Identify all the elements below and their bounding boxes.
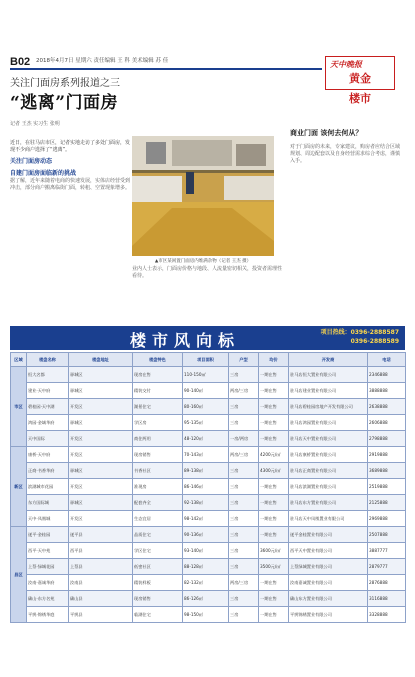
table-cell: 3500元/㎡ (259, 559, 289, 575)
table-cell: 现房销售 (133, 591, 183, 607)
photo-caption: ▲市区某闲置门面房内堆满杂物（记者 王杰 摄） (154, 259, 252, 264)
article-intro-column (10, 140, 130, 192)
table-cell: 86-146㎡ (183, 479, 229, 495)
table-cell: 2507888 (368, 527, 406, 543)
table-cell: 三房 (229, 559, 259, 575)
table-cell: 3116888 (368, 591, 406, 607)
table-cell: 一期在售 (259, 591, 289, 607)
table-cell: 上蔡县 (69, 559, 133, 575)
table-cell: 西平县 (69, 543, 133, 559)
table-row (11, 511, 406, 527)
table-cell: 驿城区 (69, 383, 133, 399)
listing-category: 新区 (11, 447, 27, 527)
table-cell: 2969888 (368, 511, 406, 527)
listing-header-row (11, 353, 406, 367)
table-cell: 两房/三房 (229, 447, 259, 463)
table-cell: 2798888 (368, 431, 406, 447)
table-row (11, 447, 406, 463)
table-cell: 110-150㎡ (183, 367, 229, 383)
article-headline: “逃离”门面房 (10, 93, 119, 113)
brand-mid: 黄金 (349, 72, 371, 85)
table-row (11, 575, 406, 591)
article-subhead-2: 自建门面房面临新的挑战 (10, 170, 77, 177)
table-cell: 上蔡绿城置业有限公司 (289, 559, 368, 575)
table-cell: 一期在售 (259, 367, 289, 383)
dateline: 2018年4月7日 星期六 责任编辑 王 科 美术编辑 苏 佳 (36, 58, 169, 64)
table-cell: 2125888 (368, 495, 406, 511)
table-cell: 4300元/㎡ (259, 463, 289, 479)
table-cell: 2876888 (368, 575, 406, 591)
table-cell: 86-126㎡ (183, 591, 229, 607)
hotline-1: 项目热线：0396-2888587 (320, 329, 399, 336)
table-cell: 确山·东方名苑 (27, 591, 69, 607)
table-cell: 汝南县 (69, 575, 133, 591)
table-row (11, 607, 406, 623)
right-column-body: 对于门面房的未来，专家建议，购房者应结合区域规划、周边配套以及自身经营需求综合考虑，谨慎入手。 (290, 144, 401, 164)
table-cell: 精装样板 (133, 575, 183, 591)
listing-table (10, 352, 406, 623)
table-cell: 配套齐全 (133, 495, 183, 511)
listing-banner-title: 楼市风向标 (130, 331, 241, 350)
table-cell: 93-140㎡ (183, 543, 229, 559)
col-header: 楼盘特色 (133, 353, 183, 367)
table-cell: 三房 (229, 543, 259, 559)
table-cell: 鸿园·金域华府 (27, 415, 69, 431)
table-cell: 2879777 (368, 559, 406, 575)
table-cell: 天中·凤凰城 (27, 511, 69, 527)
table-cell: 品质住宅 (133, 527, 183, 543)
table-cell: 90-136㎡ (183, 527, 229, 543)
table-cell: 平舆县 (69, 607, 133, 623)
table-cell: 东方国际城 (27, 495, 69, 511)
table-cell: 开发区 (69, 431, 133, 447)
table-cell: 2519888 (368, 479, 406, 495)
table-cell: 汝南嘉诚置业有限公司 (289, 575, 368, 591)
table-row (11, 559, 406, 575)
table-cell: 商住两用 (133, 431, 183, 447)
brand-bottom: 楼市 (349, 92, 371, 105)
table-cell: 80-160㎡ (183, 399, 229, 415)
table-cell: 2638888 (368, 399, 406, 415)
table-row (11, 399, 406, 415)
table-cell: 3888888 (368, 383, 406, 399)
table-cell: 开发区 (69, 479, 133, 495)
col-header: 楼盘名称 (27, 353, 69, 367)
table-cell: 两房/三房 (229, 383, 259, 399)
table-cell: 一期在售 (259, 575, 289, 591)
brand-logo (325, 56, 395, 90)
brand-top: 天中晚报 (330, 59, 362, 69)
listing-hotline (321, 328, 399, 346)
table-cell: 遂平县 (69, 527, 133, 543)
table-cell: 驻马店天中置业有限公司 (289, 431, 368, 447)
table-row (11, 415, 406, 431)
table-cell: 98-150㎡ (183, 607, 229, 623)
table-cell: 一期在售 (259, 527, 289, 543)
table-row (11, 431, 406, 447)
table-cell: 驻马店康桥置业有限公司 (289, 447, 368, 463)
table-cell: 确山县 (69, 591, 133, 607)
table-row (11, 479, 406, 495)
table-cell: 三房 (229, 399, 259, 415)
table-cell: 驿城区 (69, 367, 133, 383)
table-cell: 确山东方置业有限公司 (289, 591, 368, 607)
article-kicker: 关注门面房系列报道之三 (10, 78, 120, 89)
table-cell: 三房 (229, 479, 259, 495)
table-row (11, 383, 406, 399)
table-cell: 滨湖城市花园 (27, 479, 69, 495)
table-cell: 开发区 (69, 511, 133, 527)
table-cell: 驻马店东方置业有限公司 (289, 495, 368, 511)
table-cell: 驻马店鸿园置业有限公司 (289, 415, 368, 431)
listing-body (11, 367, 406, 623)
table-cell: 西平·天中苑 (27, 543, 69, 559)
table-cell: 遂平·金桂园 (27, 527, 69, 543)
table-cell: 48-120㎡ (183, 431, 229, 447)
article-photo (132, 136, 274, 256)
table-cell: 驻马店滨湖置业有限公司 (289, 479, 368, 495)
table-cell: 三房 (229, 607, 259, 623)
table-cell: 驿城区 (69, 415, 133, 431)
table-row (11, 495, 406, 511)
listing-category: 市区 (11, 367, 27, 447)
article-intro-body: 据了解，近年来随着电商的快速发展，实体店经营受到冲击，部分商户搬离临街门面，转租、空置现象增多。 (10, 178, 131, 191)
table-cell: 汝南·嘉诚华府 (27, 575, 69, 591)
table-cell: 3600元/㎡ (259, 543, 289, 559)
table-cell: 低密社区 (133, 559, 183, 575)
col-header: 区域 (11, 353, 27, 367)
table-cell: 西平天中置业有限公司 (289, 543, 368, 559)
table-cell: 湖景住宅 (133, 399, 183, 415)
table-cell: 92-138㎡ (183, 495, 229, 511)
table-cell: 上蔡·绿城花园 (27, 559, 69, 575)
col-header: 均价 (259, 353, 289, 367)
header-rule (10, 68, 322, 70)
table-cell: 95-135㎡ (183, 415, 229, 431)
table-cell: 三房 (229, 511, 259, 527)
table-cell: 平舆锦绣置业有限公司 (289, 607, 368, 623)
table-cell: 90-140㎡ (183, 383, 229, 399)
table-cell: 遂平金桂置业有限公司 (289, 527, 368, 543)
table-cell: 驻马店天中凤凰置业有限公司 (289, 511, 368, 527)
article-byline: 记者 王杰 实习生 张明 (10, 121, 60, 127)
table-cell: 恒大名都 (27, 367, 69, 383)
table-cell: 学区住宅 (133, 543, 183, 559)
table-cell: 82-132㎡ (183, 575, 229, 591)
table-cell: 驿城区 (69, 495, 133, 511)
table-cell: 一期在售 (259, 399, 289, 415)
col-header: 楼盘地址 (69, 353, 133, 367)
table-cell: 学区房 (133, 415, 183, 431)
table-cell: 生态宜居 (133, 511, 183, 527)
table-cell: 一期在售 (259, 383, 289, 399)
table-cell: 三房 (229, 591, 259, 607)
table-cell: 89-138㎡ (183, 463, 229, 479)
article-mid-body: 业内人士表示，门面房价格与地段、人流量密切相关，投资者需理性看待。 (132, 266, 283, 279)
listing-banner (10, 326, 405, 350)
table-cell: 三房 (229, 495, 259, 511)
table-cell: 三房 (229, 415, 259, 431)
table-cell: 3689888 (368, 463, 406, 479)
table-cell: 建业·天中府 (27, 383, 69, 399)
table-cell: 一房/两房 (229, 431, 259, 447)
table-cell: 88-128㎡ (183, 559, 229, 575)
table-cell: 天中国际 (27, 431, 69, 447)
table-cell: 平舆·锦绣华庭 (27, 607, 69, 623)
table-cell: 三房 (229, 463, 259, 479)
table-cell: 3887777 (368, 543, 406, 559)
col-header: 开发商 (289, 353, 368, 367)
table-cell: 正商·书香华府 (27, 463, 69, 479)
table-cell: 驻马店恒大置业有限公司 (289, 367, 368, 383)
table-cell: 98-142㎡ (183, 511, 229, 527)
table-cell: 一期在售 (259, 607, 289, 623)
table-cell: 驻马店碧桂园房地产开发有限公司 (289, 399, 368, 415)
table-row (11, 543, 406, 559)
col-header: 项目面积 (183, 353, 229, 367)
table-cell: 临湖住宅 (133, 607, 183, 623)
hotline-2: 0396-2888589 (350, 338, 399, 345)
page-code: B02 (10, 56, 31, 68)
table-cell: 2919888 (368, 447, 406, 463)
article-intro: 近日，在驻马店市区，记者实地走访了多处门面房，发现不少商户选择了“逃离”。 (10, 140, 131, 153)
table-cell: 两房/三房 (229, 575, 259, 591)
table-row (11, 591, 406, 607)
table-cell: 4200元/㎡ (259, 447, 289, 463)
table-cell: 康桥·天中府 (27, 447, 69, 463)
table-cell: 开发区 (69, 447, 133, 463)
table-row (11, 367, 406, 383)
table-cell: 一期在售 (259, 431, 289, 447)
table-cell: 一期在售 (259, 415, 289, 431)
table-row (11, 463, 406, 479)
table-cell: 70-143㎡ (183, 447, 229, 463)
table-cell: 2346888 (368, 367, 406, 383)
table-cell: 精装交付 (133, 383, 183, 399)
storefront-photo (132, 136, 274, 256)
table-cell: 现房在售 (133, 367, 183, 383)
table-cell: 2606888 (368, 415, 406, 431)
table-cell: 驻马店正商置业有限公司 (289, 463, 368, 479)
listing-category: 县区 (11, 527, 27, 623)
table-cell: 一期在售 (259, 511, 289, 527)
right-column (290, 128, 402, 165)
table-cell: 碧桂园·天中湖 (27, 399, 69, 415)
table-cell: 一期在售 (259, 495, 289, 511)
table-cell: 现房销售 (133, 447, 183, 463)
table-cell: 3328888 (368, 607, 406, 623)
article-subhead-1: 关注门面房动态 (10, 158, 53, 165)
table-cell: 开发区 (69, 399, 133, 415)
table-cell: 三房 (229, 527, 259, 543)
table-cell: 一期在售 (259, 479, 289, 495)
table-cell: 书香社区 (133, 463, 183, 479)
table-cell: 驿城区 (69, 463, 133, 479)
table-row (11, 527, 406, 543)
table-cell: 准现房 (133, 479, 183, 495)
table-cell: 驻马店建业置业有限公司 (289, 383, 368, 399)
col-header: 户型 (229, 353, 259, 367)
col-header: 电话 (368, 353, 406, 367)
right-column-heading: 商业门面 该何去何从？ (290, 129, 363, 137)
table-cell: 三房 (229, 367, 259, 383)
